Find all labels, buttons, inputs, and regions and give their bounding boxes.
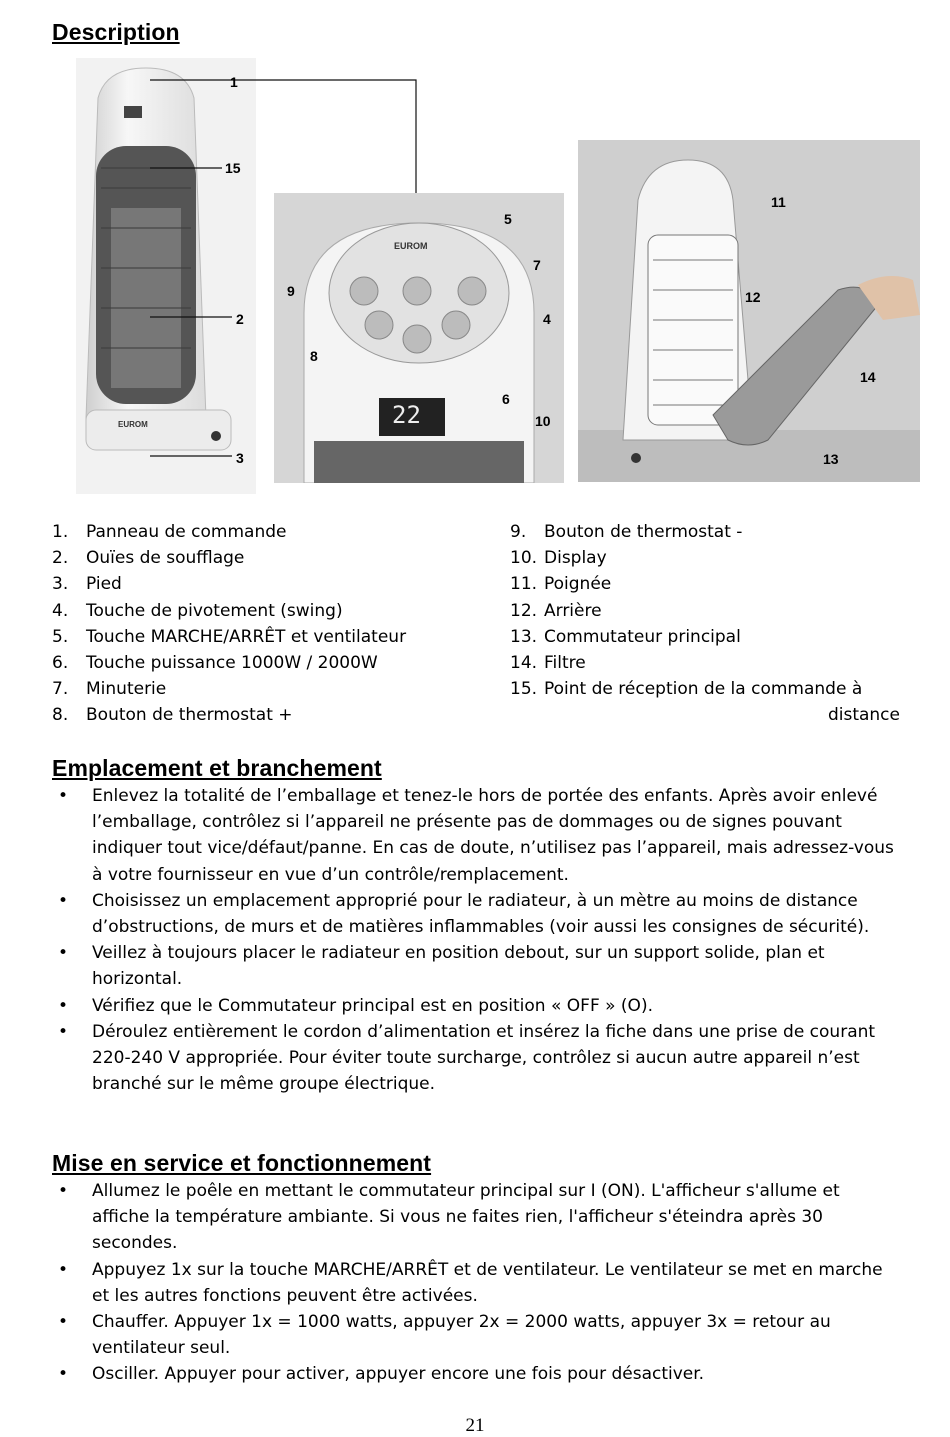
bullet-icon: • xyxy=(58,1259,69,1280)
parts-list-left xyxy=(52,519,406,729)
callout-7: 7 xyxy=(533,257,541,273)
list-item: • Déroulez entièrement le cordon d’alimentation et insérez la fiche dans une prise de courant 220-240 V appropriée. Pour éviter toute surcharge, contrôlez si aucun autre appareil n’est branché sur le même groupe électrique. xyxy=(52,1019,902,1098)
list-item: • Allumez le poêle en mettant le commutateur principal sur I (ON). L'afficheur s'allume et affiche la température ambiante. Si vous ne faites rien, l'afficheur s'éteindra après 30 secondes. xyxy=(52,1178,902,1257)
figure-display-value: 22 xyxy=(392,401,421,429)
list-item: 12. Arrière xyxy=(510,600,602,621)
heading-description: Description xyxy=(52,19,180,45)
list-item: • Chauffer. Appuyer 1x = 1000 watts, appuyer 2x = 2000 watts, appuyer 3x = retour au ventilateur seul. xyxy=(52,1309,902,1361)
list-item: 4. Touche de pivotement (swing) xyxy=(52,600,343,621)
list-item: 8. Bouton de thermostat + xyxy=(52,705,293,726)
list-item: 1. Panneau de commande xyxy=(52,522,287,542)
callout-8: 8 xyxy=(310,348,318,364)
list-item: 15. Point de réception de la commande à xyxy=(510,679,863,700)
callout-3: 3 xyxy=(236,450,244,466)
list-item: 11. Poignée xyxy=(510,574,612,595)
callout-11: 11 xyxy=(771,194,786,210)
callout-4: 4 xyxy=(543,311,551,327)
bullet-icon: • xyxy=(58,1312,69,1333)
list-item: 2. Ouïes de soufflage xyxy=(52,548,245,569)
list-item-wrap: distance xyxy=(827,705,900,726)
bullet-icon: • xyxy=(58,1181,69,1201)
callout-1: 1 xyxy=(230,74,238,90)
list-item: 13. Commutateur principal xyxy=(510,626,741,647)
list-item: • Choisissez un emplacement approprié pour le radiateur, à un mètre au moins de distance d’obstructions, de murs et de matières inflammables (voir aussi les consignes de sécurité). xyxy=(52,888,902,940)
callout-10: 10 xyxy=(535,413,551,429)
callout-14: 14 xyxy=(860,369,876,385)
heading-operation: Mise en service et fonctionnement xyxy=(52,1150,432,1176)
list-item: 10. Display xyxy=(510,548,607,569)
list-item: 6. Touche puissance 1000W / 2000W xyxy=(52,653,378,674)
list-item: • Enlevez la totalité de l’emballage et tenez-le hors de portée des enfants. Après avoir enlevé l’emballage, contrôlez si l’appareil ne présente pas de dommages ou de signes pouvant indiquer tout vice/défaut/panne. En cas de doute, n’utilisez pas l’appareil, mais adressez-vous à votre fournisseur en vue d’un contrôle/remplacement. xyxy=(52,783,902,888)
parts-list-right xyxy=(510,519,900,729)
placement-bullet-list xyxy=(52,783,902,1097)
list-item: • Vérifiez que le Commutateur principal est en position « OFF » (O). xyxy=(52,993,902,1019)
figure-brand-label: EUROM xyxy=(118,420,148,429)
list-item: 5. Touche MARCHE/ARRÊT et ventilateur xyxy=(52,626,407,647)
operation-bullet-list xyxy=(52,1178,902,1388)
list-item: 9. Bouton de thermostat - xyxy=(510,522,743,542)
bullet-icon: • xyxy=(58,995,69,1016)
callout-13: 13 xyxy=(823,451,839,467)
list-item: • Osciller. Appuyer pour activer, appuyer encore une fois pour désactiver. xyxy=(52,1361,902,1387)
callout-5: 5 xyxy=(504,211,512,227)
callout-12: 12 xyxy=(745,289,761,305)
figure-brand-label-2: EUROM xyxy=(394,241,428,251)
bullet-icon: • xyxy=(58,786,69,806)
callout-9: 9 xyxy=(287,283,295,299)
list-item: 7. Minuterie xyxy=(52,679,167,700)
bullet-icon: • xyxy=(58,1364,69,1385)
list-item: • Appuyez 1x sur la touche MARCHE/ARRÊT et de ventilateur. Le ventilateur se met en marche et les autres fonctions peuvent être activées. xyxy=(52,1257,902,1309)
list-item: 14. Filtre xyxy=(510,653,586,674)
figure-heater-back-filter xyxy=(578,140,920,482)
bullet-icon: • xyxy=(58,890,69,911)
figure-control-panel xyxy=(274,193,564,483)
callout-15: 15 xyxy=(225,160,241,176)
callout-6: 6 xyxy=(502,391,510,407)
callout-2: 2 xyxy=(236,311,244,327)
list-item: 3. Pied xyxy=(52,574,122,595)
page-number: 21 xyxy=(465,1415,485,1436)
bullet-icon: • xyxy=(58,943,69,964)
list-item: • Veillez à toujours placer le radiateur en position debout, sur un support solide, plan et horizontal. xyxy=(52,940,902,992)
bullet-icon: • xyxy=(58,1021,69,1042)
heading-placement: Emplacement et branchement xyxy=(52,755,382,781)
